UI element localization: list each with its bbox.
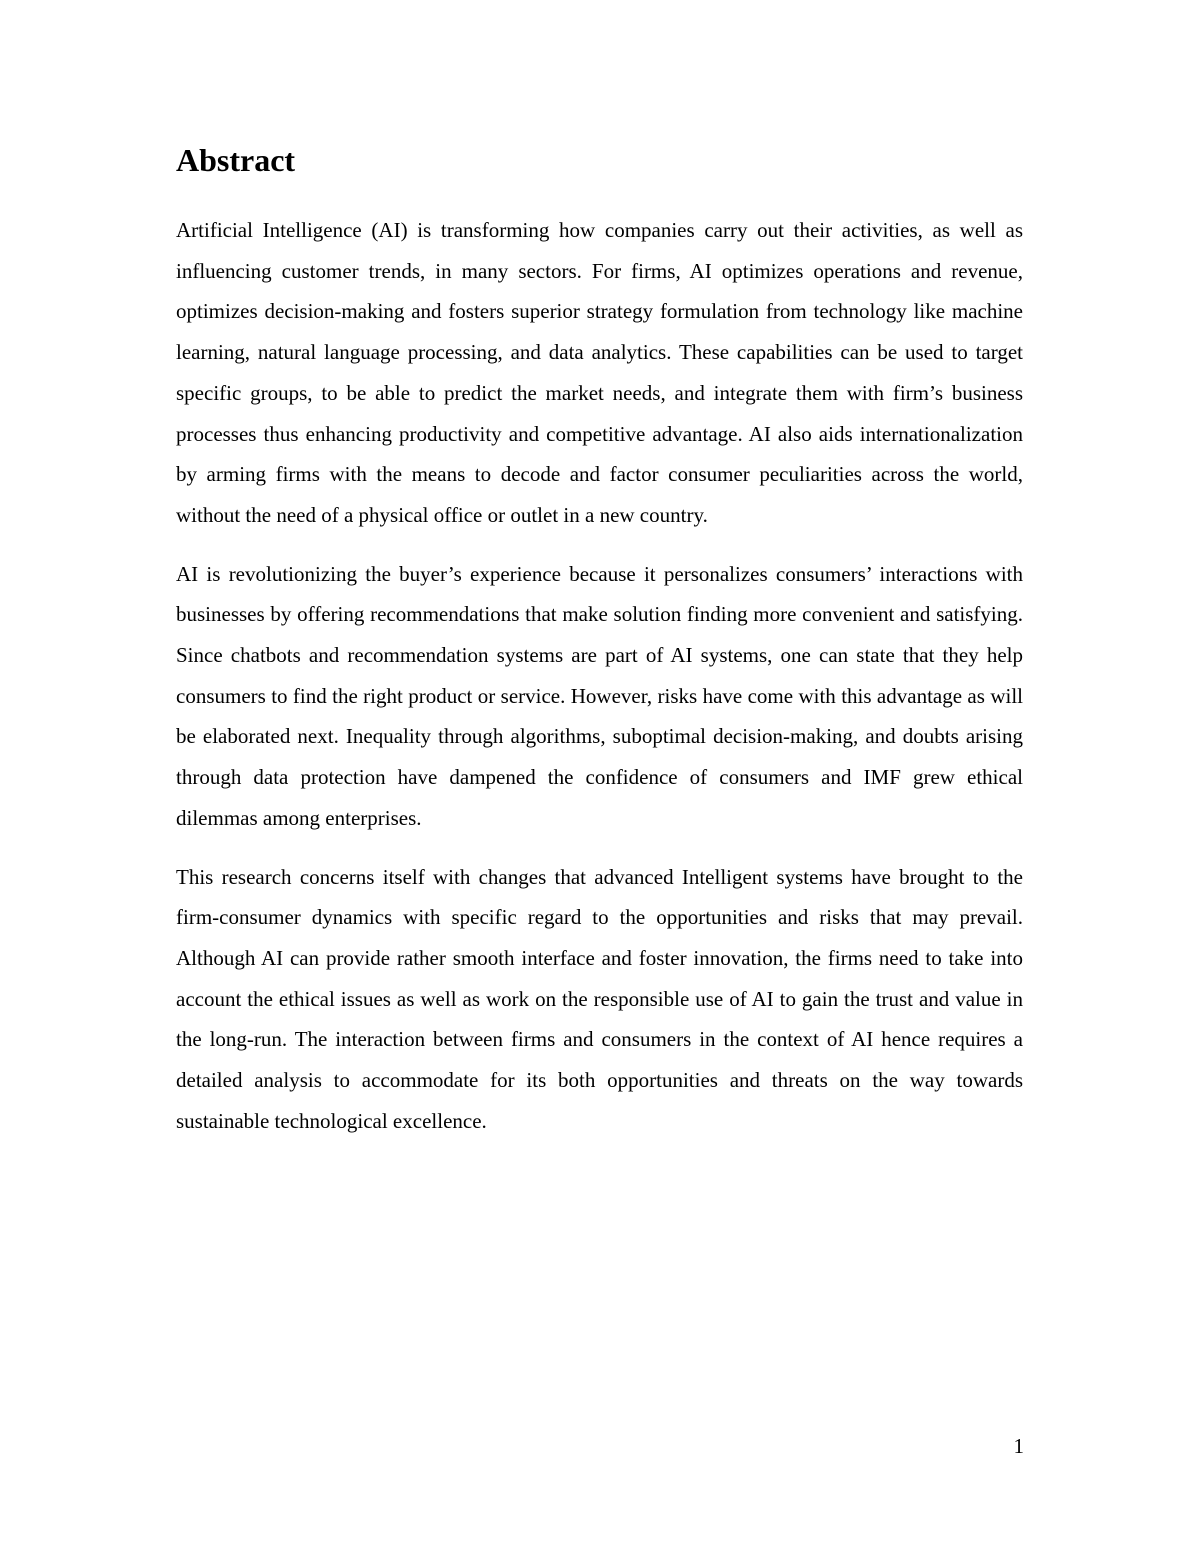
abstract-paragraph-1: Artificial Intelligence (AI) is transforming how companies carry out their activities, as well as influencing customer trends, in many sectors. For firms, AI optimizes operations and revenue, optimizes decision-making and fosters superior strategy formulation from technology like machine learning, natural language processing, and data analytics. These capabilities can be used to target specific groups, to be able to predict the market needs, and integrate them with firm’s business processes thus enhancing productivity and competitive advantage. AI also aids internationalization by arming firms with the means to decode and factor consumer peculiarities across the world, without the need of a physical office or outlet in a new country. <box>176 218 1023 527</box>
abstract-paragraph-2: AI is revolutionizing the buyer’s experience because it personalizes consumers’ interactions with businesses by offering recommendations that make solution finding more convenient and satisfying. Since chatbots and recommendation systems are part of AI systems, one can state that they help consumers to find the right product or service. However, risks have come with this advantage as will be elaborated next. Inequality through algorithms, suboptimal decision-making, and doubts arising through data protection have dampened the confidence of consumers and IMF grew ethical dilemmas among enterprises. <box>176 561 1023 830</box>
page-content <box>176 138 1023 1141</box>
abstract-paragraph-3: This research concerns itself with changes that advanced Intelligent systems have brought to the firm-consumer dynamics with specific regard to the opportunities and risks that may prevail. Although AI can provide rather smooth interface and foster innovation, the firms need to take into account the ethical issues as well as work on the responsible use of AI to gain the trust and value in the long-run. The interaction between firms and consumers in the context of AI hence requires a detailed analysis to accommodate for its both opportunities and threats on the way towards sustainable technological excellence. <box>176 864 1023 1133</box>
page-number: 1 <box>1013 1434 1024 1458</box>
section-heading: Abstract <box>176 142 296 178</box>
